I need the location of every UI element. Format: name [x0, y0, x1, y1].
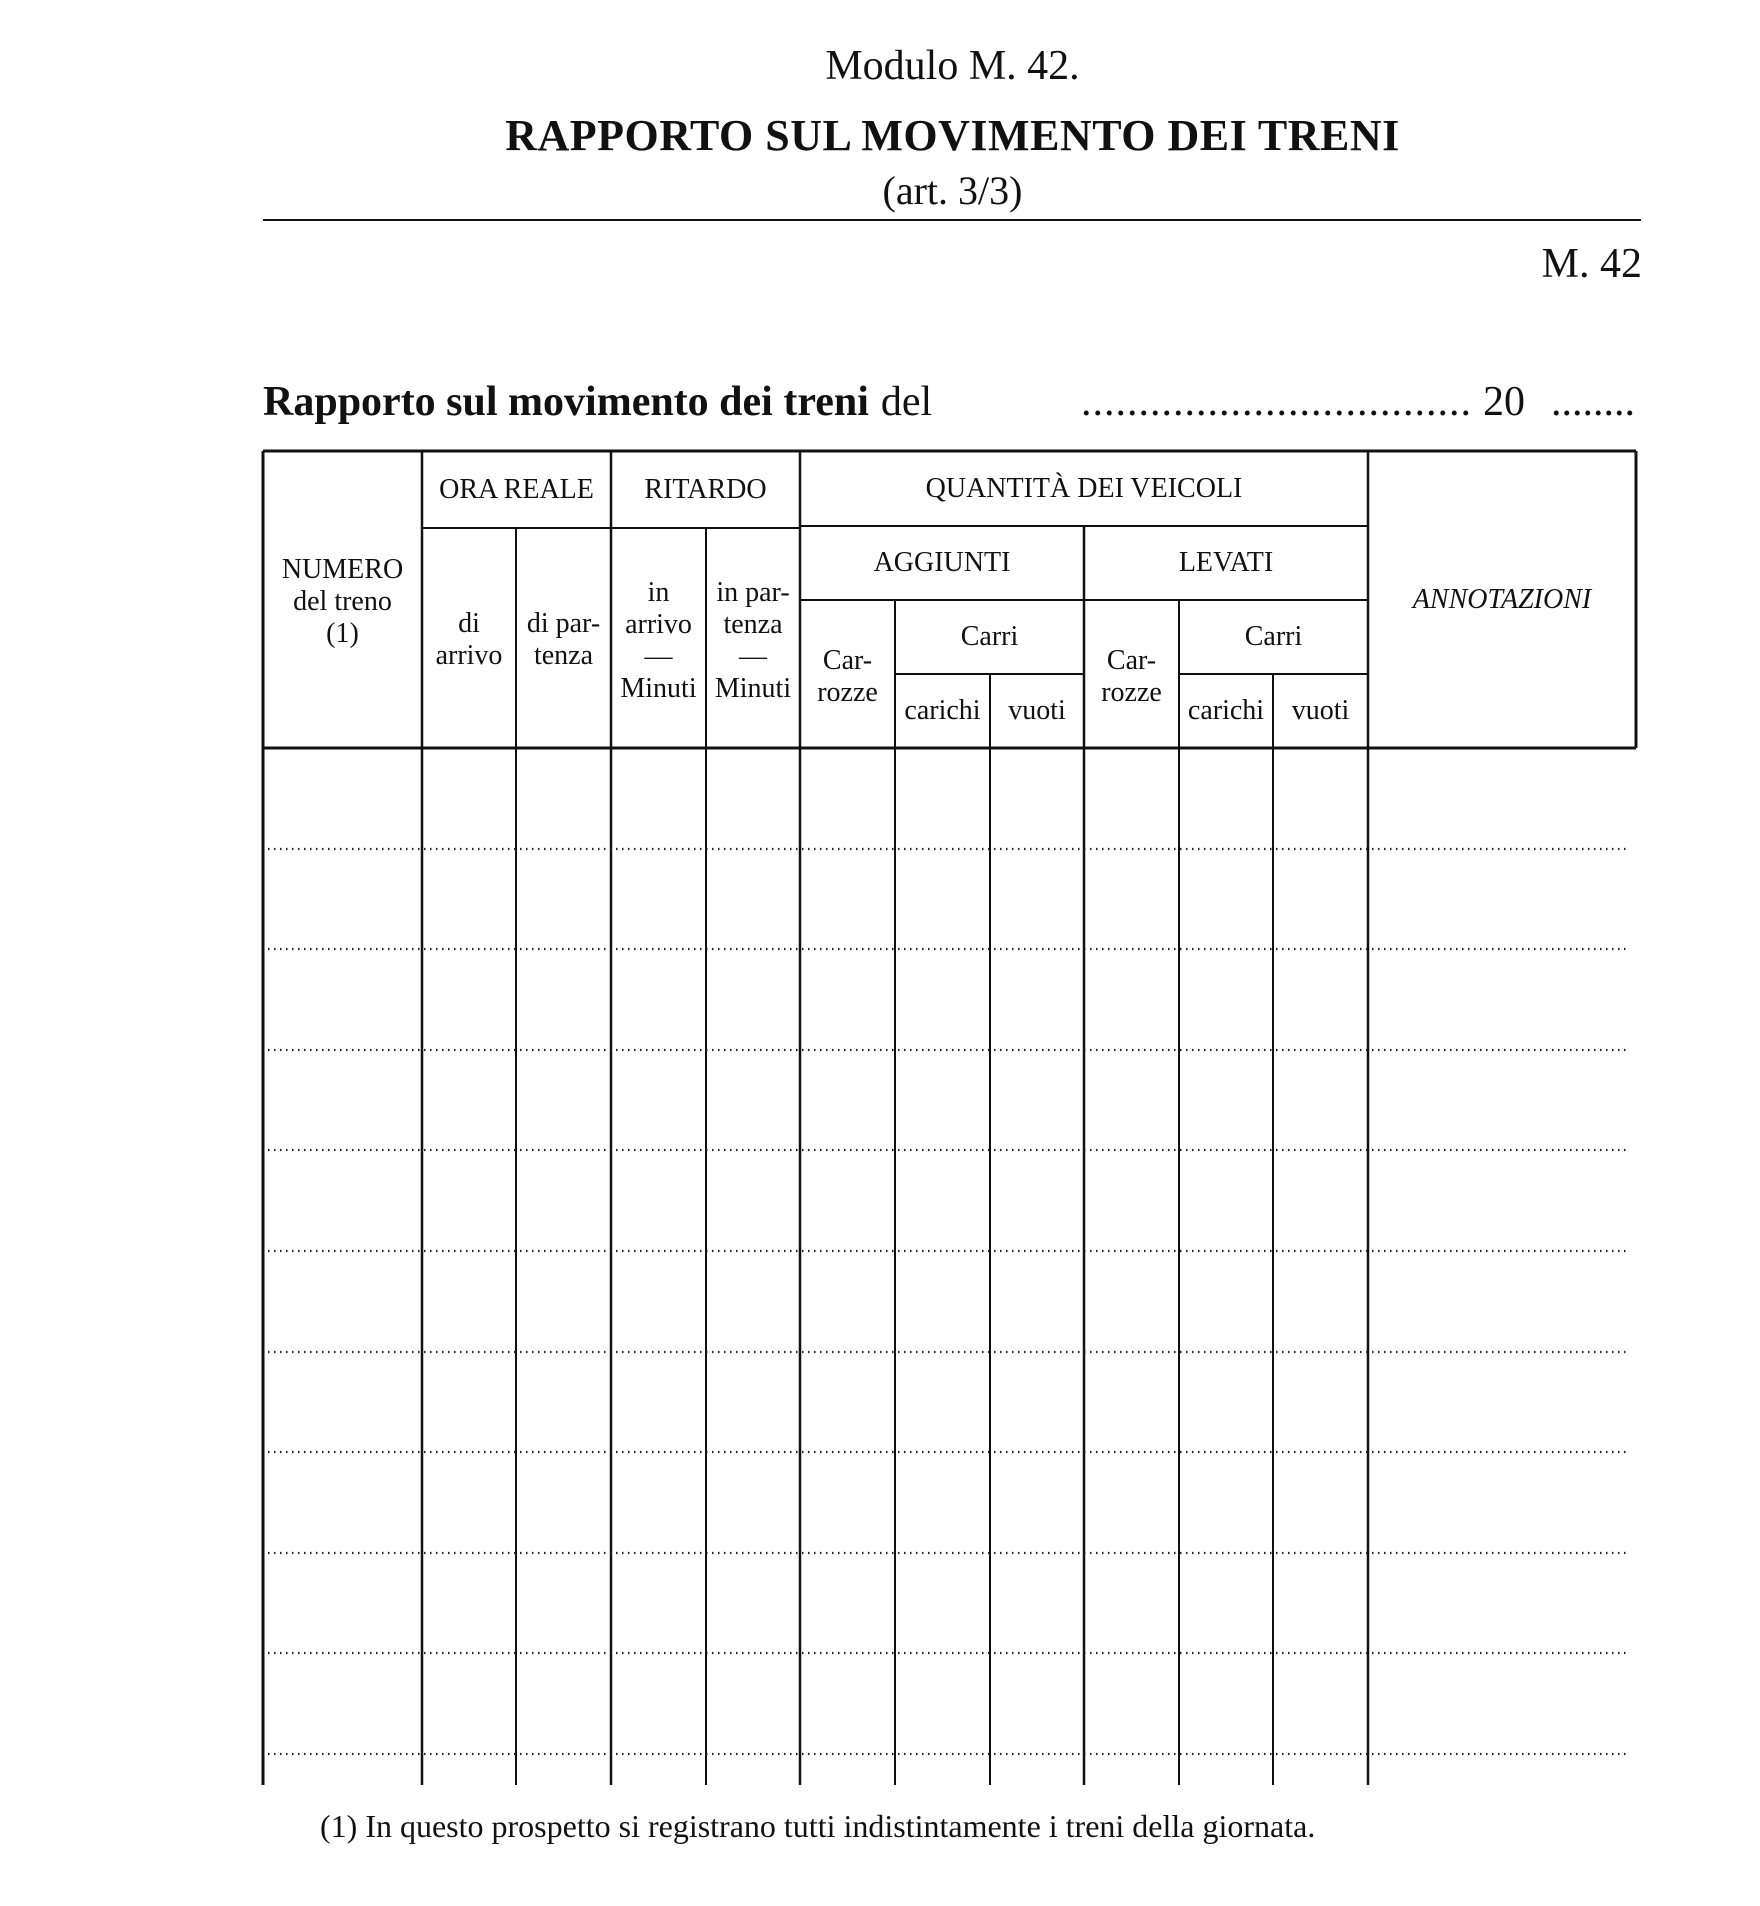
footnote: (1) In questo prospetto si registrano tutti indistintamente i treni della giornata. [320, 1808, 1316, 1844]
levati-carrozze-header [1084, 645, 1179, 709]
numero-line-3: (1) [326, 618, 359, 649]
di-partenza-header [516, 608, 611, 672]
form-title: RAPPORTO SUL MOVIMENTO DEI TRENI [505, 111, 1400, 160]
aggiunti-carrozze-line-2: rozze [817, 677, 878, 708]
in-partenza-line-2: tenza [723, 609, 783, 640]
di-arrivo-line-1: di [458, 608, 480, 639]
levati-carichi-header: carichi [1187, 695, 1265, 726]
aggiunti-carri-header: Carri [960, 621, 1019, 652]
in-partenza-line-4: Minuti [714, 673, 792, 704]
year-field[interactable]: ........ [1551, 379, 1635, 425]
date-field[interactable]: .................................. [1081, 379, 1472, 425]
form-article: (art. 3/3) [882, 168, 1023, 213]
row-separators [268, 849, 1630, 1754]
in-arrivo-header [611, 577, 706, 705]
report-heading-label: Rapporto sul movimento dei treni [263, 379, 869, 425]
di-partenza-line-2: tenza [533, 640, 594, 671]
aggiunti-carrozze-line-1: Car- [822, 645, 873, 676]
in-arrivo-line-2: arrivo [625, 609, 692, 640]
numero-line-2: del treno [293, 586, 392, 617]
year-prefix: 20 [1483, 379, 1525, 425]
di-arrivo-line-2: arrivo [435, 640, 503, 671]
ora-reale-header: ORA REALE [439, 474, 594, 505]
di-arrivo-header [422, 608, 516, 672]
levati-carri-header: Carri [1244, 621, 1303, 652]
in-arrivo-line-3: — [644, 641, 673, 672]
numero-line-1: NUMERO [281, 554, 404, 585]
in-partenza-line-1: in par- [716, 577, 790, 608]
report-heading-del: del [880, 379, 933, 425]
levati-carrozze-line-1: Car- [1106, 645, 1157, 676]
in-partenza-header [706, 577, 800, 705]
aggiunti-vuoti-header: vuoti [1008, 695, 1066, 726]
aggiunti-carichi-header: carichi [904, 695, 981, 726]
quantita-header: QUANTITÀ DEI VEICOLI [925, 473, 1243, 504]
ritardo-header: RITARDO [644, 474, 767, 505]
in-partenza-line-3: — [739, 641, 767, 672]
levati-carrozze-line-2: rozze [1101, 677, 1162, 708]
in-arrivo-line-1: in [647, 577, 670, 608]
aggiunti-header: AGGIUNTI [873, 547, 1011, 578]
di-partenza-line-1: di par- [526, 608, 601, 639]
form-module-label: Modulo M. 42. [825, 43, 1080, 89]
in-arrivo-line-4: Minuti [620, 673, 697, 704]
form-code: M. 42 [1541, 241, 1642, 287]
aggiunti-carrozze-header [800, 645, 895, 709]
numero-header [263, 554, 422, 650]
annotazioni-header: ANNOTAZIONI [1412, 584, 1592, 615]
levati-header: LEVATI [1178, 547, 1274, 578]
levati-vuoti-header: vuoti [1291, 695, 1350, 726]
